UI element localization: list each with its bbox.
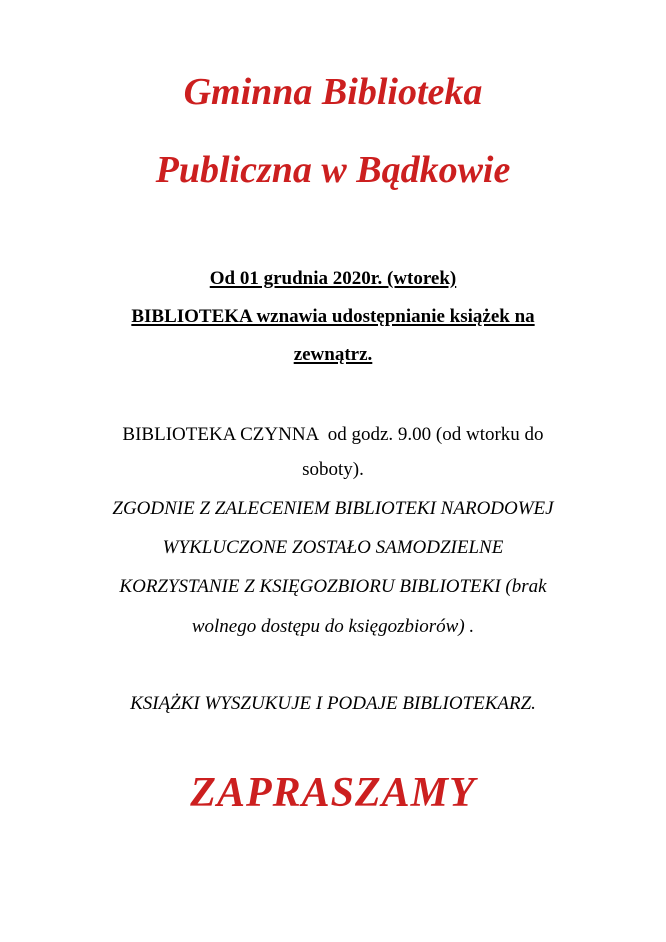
hours-line-1: BIBLIOTEKA CZYNNA od godz. 9.00 (od wtorku do	[122, 424, 544, 445]
notice-line-1: ZGODNIE Z ZALECENIEM BIBLIOTEKI NARODOWEJ	[112, 498, 554, 519]
resume-text-1: BIBLIOTEKA wznawia udostępnianie książek na	[131, 306, 535, 327]
notice-line-4: wolnego dostępu do księgozbiorów) .	[191, 616, 475, 637]
closing-invitation: ZAPRASZAMY	[190, 770, 476, 816]
hours-line-2: soboty).	[302, 459, 364, 480]
resume-line-2	[0, 344, 666, 366]
date-line	[0, 268, 666, 290]
library-title-line-2: Publiczna w Bądkowie	[155, 149, 511, 191]
resume-line-1	[0, 306, 666, 328]
library-title-line-1: Gminna Biblioteka	[183, 71, 483, 113]
resume-text-2: zewnątrz.	[293, 344, 373, 365]
notice-line-3: KORZYSTANIE Z KSIĘGOZBIORU BIBLIOTEKI (brak	[119, 576, 547, 597]
notice-line-2: WYKLUCZONE ZOSTAŁO SAMODZIELNE	[162, 537, 504, 558]
date-text: Od 01 grudnia 2020r. (wtorek)	[209, 268, 457, 289]
librarian-note: KSIĄŻKI WYSZUKUJE I PODAJE BIBLIOTEKARZ.	[130, 693, 536, 714]
